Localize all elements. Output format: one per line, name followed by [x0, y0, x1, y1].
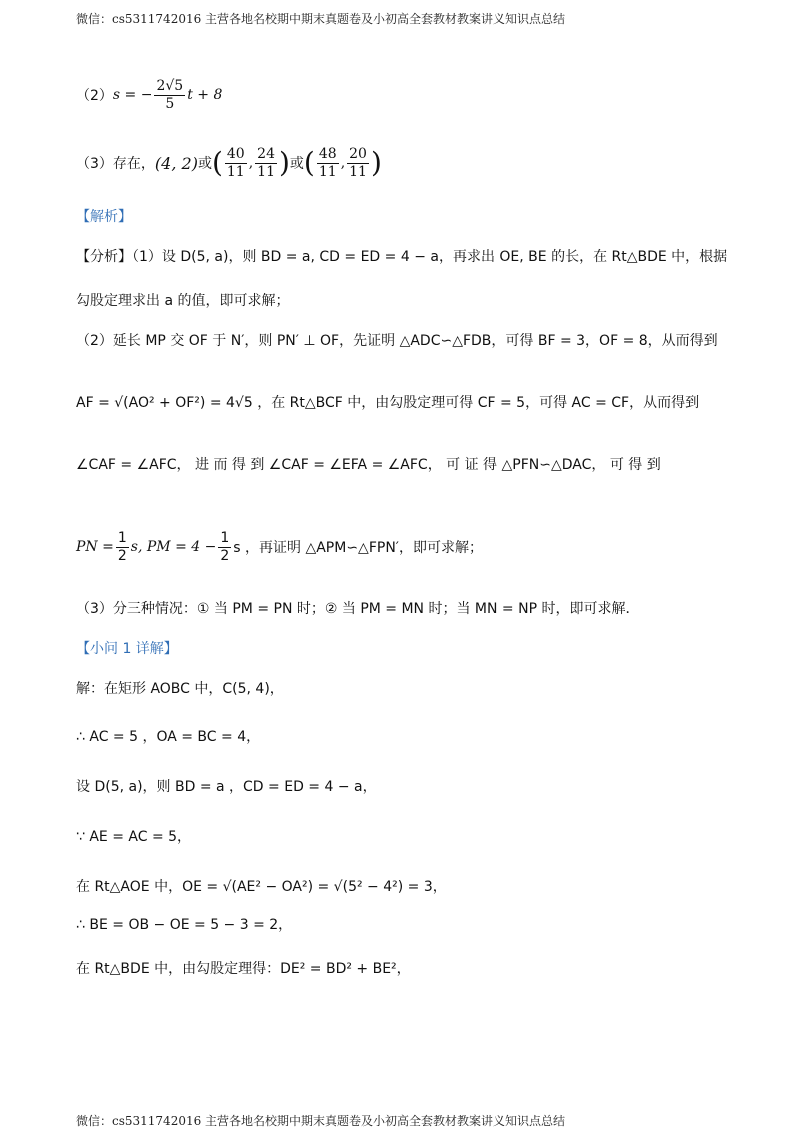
page-header: 微信：cs5311742016 主营各地名校期中期末真题卷及小初高全套教材教案讲义知识点总结: [76, 12, 566, 26]
point-1: (4, 2): [154, 153, 198, 173]
subquestion-1-heading: 【小问 1 详解】: [76, 641, 178, 657]
solution-line-2: ∴ AC = 5 ，OA = BC = 4，: [76, 729, 261, 745]
section-analysis-heading: 【解析】: [76, 209, 132, 225]
solution-line-6: ∴ BE = OB − OE = 5 − 3 = 2，: [76, 917, 293, 933]
answer-3: （3）存在， (4, 2) 或 ( $\frac{40}{11}$ , $\frac{24}{11}$ ) 或 ( $\frac{48}{11}$ , $\frac{20}{11}$ ): [76, 146, 382, 180]
analysis-line-6: PN = $\frac{1}{2}$ s, PM = 4 − $\frac{1}{2}$ s ，再证明 △APM∽△FPN′，即可求解；: [76, 530, 483, 564]
analysis-line-2: 勾股定理求出 a 的值，即可求解；: [76, 293, 290, 309]
answer-2-fraction: $\frac{2√5}{5}$: [156, 78, 184, 112]
solution-line-3: 设 D(5, a)，则 BD = a ，CD = ED = 4 − a，: [76, 779, 377, 795]
answer-2-lhs: s = −: [112, 87, 153, 104]
analysis-line-3: （2）延长 MP 交 OF 于 N′，则 PN′ ⊥ OF，先证明 △ADC∽△FDB，可得 BF = 3，OF = 8，从而得到: [76, 333, 718, 349]
answer-2: [76, 78, 222, 113]
solution-line-7: 在 Rt△BDE 中，由勾股定理得：DE² = BD² + BE²，: [76, 961, 411, 977]
solution-line-5: 在 Rt△AOE 中，OE = √(AE² − OA²) = √(5² − 4²) = 3，: [76, 879, 447, 895]
analysis-line-7: （3）分三种情况：① 当 PM = PN 时；② 当 PM = MN 时；当 MN = NP 时，即可求解．: [76, 601, 640, 617]
solution-line-1: 解：在矩形 AOBC 中，C(5, 4)，: [76, 681, 284, 697]
answer-2-label: （2）: [76, 88, 113, 105]
answer-2-rhs: t + 8: [187, 87, 223, 104]
analysis-line-5: ∠CAF = ∠AFC， 进 而 得 到 ∠CAF = ∠EFA = ∠AFC， 可 证 得 △PFN∽△DAC， 可 得 到: [76, 457, 661, 473]
analysis-line-1: 【分析】（1）设 D(5, a)，则 BD = a, CD = ED = 4 − a，再求出 OE, BE 的长，在 Rt△BDE 中，根据: [76, 249, 728, 265]
solution-line-4: ∵ AE = AC = 5，: [76, 829, 192, 845]
page-footer: 微信：cs5311742016 主营各地名校期中期末真题卷及小初高全套教材教案讲义知识点总结: [76, 1114, 566, 1128]
analysis-line-4: AF = √(AO² + OF²) = 4√5 ，在 Rt△BCF 中，由勾股定理可得 CF = 5，可得 AC = CF，从而得到: [76, 395, 700, 411]
